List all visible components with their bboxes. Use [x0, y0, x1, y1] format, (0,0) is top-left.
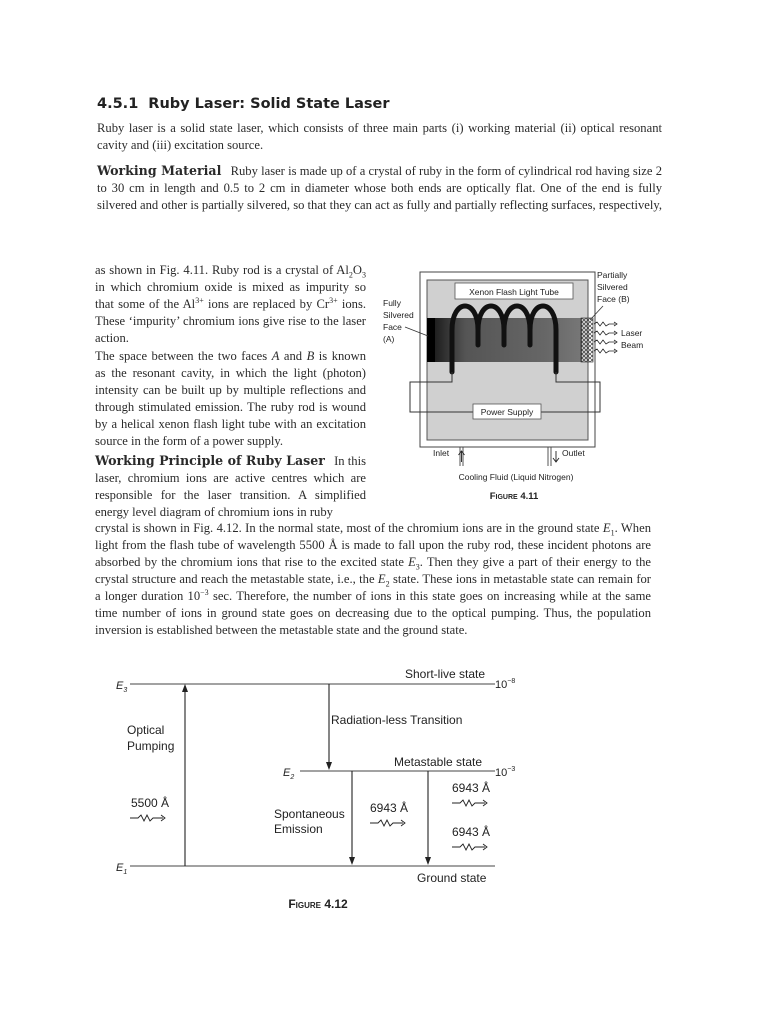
working-principle-paragraph	[95, 452, 366, 521]
inlet-arrow	[459, 451, 465, 462]
section-title: Ruby Laser: Solid State Laser	[148, 96, 390, 112]
partial-label-2: Silvered	[597, 282, 628, 292]
emission-wavelength-3: 6943 Å	[452, 825, 491, 839]
fully-silvered-face	[427, 318, 435, 362]
emission-wave-icon-3	[452, 844, 487, 850]
ground-state-label: Ground state	[417, 871, 487, 885]
text-run: and	[279, 349, 307, 363]
laser-beam-arrows	[594, 322, 617, 353]
partially-silvered-face	[581, 318, 593, 362]
text-run: is known as the resonant cavity, in which the light (photon) intensity can be built up by multiple reflections and through stimulated emission. The ruby rod is wound by a helical xenon flash light tube with an excitation source in the form of a power supply.	[95, 349, 366, 448]
label-e3: $E_3$	[116, 680, 128, 694]
subscript: 2	[385, 579, 390, 589]
laser-beam-label-1: Laser	[621, 328, 643, 338]
cooling-fluid-label: Cooling Fluid (Liquid Nitrogen)	[458, 472, 574, 482]
fully-label-4: (A)	[383, 334, 395, 344]
radiationless-label: Radiation-less Transition	[331, 713, 463, 727]
pumping-arrow-head	[182, 684, 188, 692]
cooling-pipes	[460, 447, 551, 466]
superscript: −3	[200, 587, 209, 597]
subscript: 3	[362, 270, 366, 280]
figure-4-11-caption: Figure 4.11	[489, 491, 539, 502]
laser-transition-arrow-head	[425, 857, 431, 865]
text-run: sec. Therefore, the number of ions in this state goes on increasing while at the same time number of ions in ground state goes on decreasing due to the optical pumping. Thus, the population inversion is established between the metastable state and the ground state.	[95, 589, 651, 637]
working-material-paragraph	[97, 162, 662, 214]
text-run: . When light from the flash tube of wavelength 5500 Å is made to fall upon the ruby rod, these incident photons are absorbed by the chromium ions that rise to the excited state	[95, 521, 651, 569]
face-a-symbol: A	[271, 349, 280, 363]
spontaneous-label-2: Emission	[274, 822, 323, 836]
superscript: 3+	[195, 295, 204, 305]
intro-paragraph: Ruby laser is a solid state laser, which consists of three main parts (i) working material (ii) optical resonant cavity and (iii) excitation source.	[97, 121, 662, 152]
partial-label-1: Partially	[597, 270, 628, 280]
text-run: as shown in Fig. 4.11. Ruby rod is a crystal of Al	[95, 263, 349, 277]
text-run: in which chromium oxide is mixed as impurity so that some of the Al	[95, 280, 366, 311]
text-run: ions. These ‘impurity’ chromium ions give rise to the laser action.	[95, 297, 366, 345]
symbol-e: E	[377, 572, 386, 586]
section-heading	[97, 96, 390, 112]
resonant-cavity-paragraph	[95, 348, 366, 450]
section-number: 4.5.1	[97, 96, 139, 112]
text-run: state. These ions in metastable state can remain for a longer duration 10	[95, 572, 651, 603]
fully-label-3: Face	[383, 322, 402, 332]
subscript: 2	[348, 270, 353, 280]
inlet-label: Inlet	[433, 448, 450, 458]
ruby-laser-figure	[375, 262, 665, 507]
working-principle-text: In this laser, chromium ions are active centres which are responsible for the laser transition. A simplified energy level diagram of chromium ions in ruby	[95, 454, 366, 519]
laser-beam-label-2: Beam	[621, 340, 644, 350]
text-run: crystal is shown in Fig. 4.12. In the normal state, most of the chromium ions are in the ground state	[95, 521, 603, 535]
symbol-e: E	[602, 521, 611, 535]
figure-4-12-caption: Figure 4.12	[288, 897, 348, 911]
text-run: ions are replaced by Cr	[203, 297, 330, 311]
text-run: . Then they give a part of their energy to the crystal structure and reach the metastable state, i.e., the	[95, 555, 651, 586]
metastable-label: Metastable state	[394, 755, 483, 769]
text-run: The space between the two faces	[95, 349, 272, 363]
partial-label-3: Face (B)	[597, 294, 630, 304]
outlet-label: Outlet	[562, 448, 585, 458]
fully-label-1: Fully	[383, 298, 401, 308]
face-b-symbol: B	[306, 349, 315, 363]
label-e1: $E_1$	[116, 862, 128, 876]
optical-label-1: Optical	[127, 723, 165, 737]
spontaneous-arrow-head	[349, 857, 355, 865]
radiationless-arrow-head	[326, 762, 332, 770]
energy-level-figure	[100, 655, 540, 915]
short-live-label: Short-live state	[405, 667, 486, 681]
ruby-rod-paragraph	[95, 262, 366, 347]
xenon-tube-label: Xenon Flash Light Tube	[469, 287, 559, 297]
working-material-text: Ruby laser is made up of a crystal of ruby in the form of cylindrical rod having size 2 to 30 cm in length and 0.5 to 2 cm in diameter whose both ends are optically flat. One of the end is fully silvered and other is partially silvered, so that they can act as fully and partially reflecting surfaces, respectively,	[97, 164, 662, 212]
working-material-lead: Working Material	[97, 163, 222, 178]
short-live-time: $10^{-8}$	[495, 678, 516, 691]
subscript: 3	[415, 562, 420, 572]
energy-level-paragraph	[95, 520, 651, 639]
working-principle-lead: Working Principle of Ruby Laser	[95, 453, 325, 468]
subscript: 1	[610, 528, 615, 538]
outlet-arrow	[553, 451, 559, 462]
label-e2: $E_2$	[283, 767, 295, 781]
symbol-e: E	[408, 555, 416, 569]
pump-wavelength-label: 5500 Å	[131, 796, 170, 810]
spontaneous-label-1: Spontaneous	[274, 807, 345, 821]
metastable-time: $10^{-3}$	[495, 766, 516, 779]
emission-wave-icon-1	[370, 820, 405, 826]
text-run: O	[352, 263, 362, 277]
emission-wave-icon-2	[452, 800, 487, 806]
emission-wavelength-1: 6943 Å	[370, 801, 409, 815]
pump-wave-icon	[130, 815, 165, 821]
emission-wavelength-2: 6943 Å	[452, 781, 491, 795]
optical-label-2: Pumping	[127, 739, 175, 753]
superscript: 3+	[329, 295, 338, 305]
fully-label-2: Silvered	[383, 310, 414, 320]
power-supply-label: Power Supply	[480, 407, 534, 417]
